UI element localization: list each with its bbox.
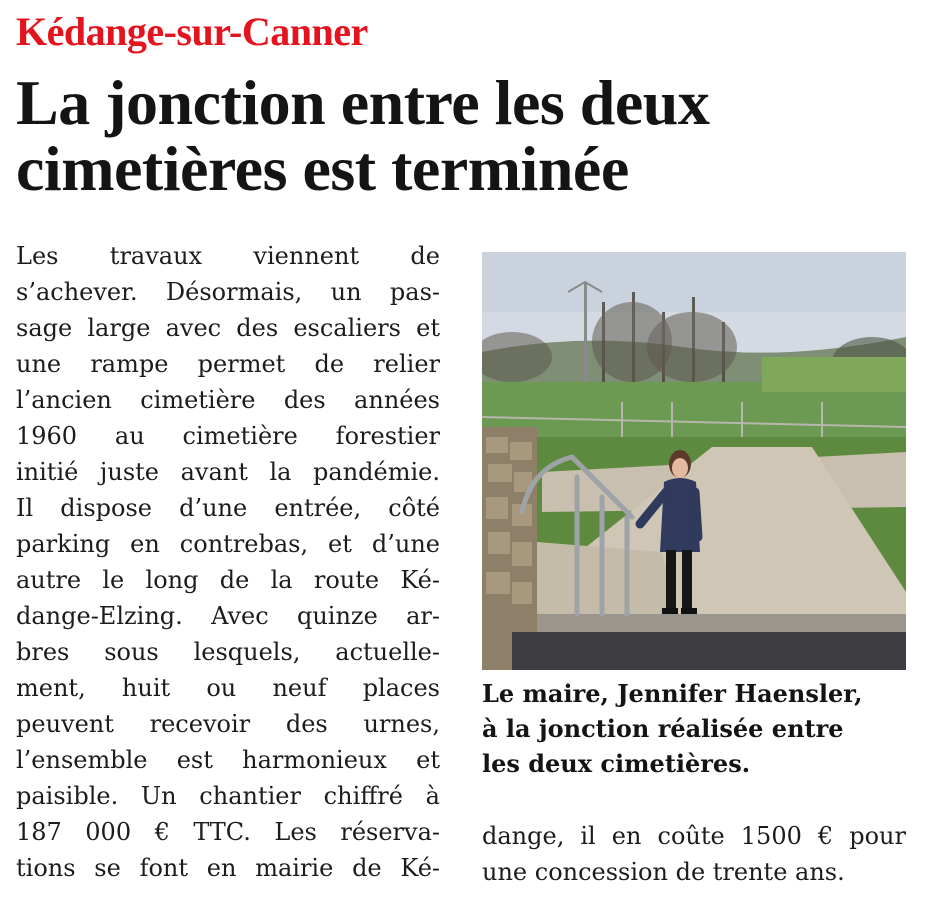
headline-line: cimetières est terminée (16, 133, 629, 204)
section-kicker: Kédange-sur-Canner (16, 9, 368, 54)
caption-line: Le maire, Jennifer Haensler, (482, 679, 863, 708)
body-line: initié juste avant la pandémie. (16, 458, 440, 486)
body-line: s’achever. Désormais, un pas- (16, 278, 440, 306)
article-headline (16, 67, 916, 204)
body-line: bres sous lesquels, actuelle- (16, 638, 440, 666)
body-line: dange, il en coûte 1500 € pour (482, 822, 906, 850)
headline-line: La jonction entre les deux (16, 67, 710, 138)
body-line: autre le long de la route Ké- (16, 566, 440, 594)
body-line: Les travaux viennent de (16, 242, 440, 270)
body-line: parking en contrebas, et d’une (16, 530, 440, 558)
body-line: ment, huit ou neuf places (16, 674, 440, 702)
body-column-right (482, 818, 906, 890)
body-line: 187 000 € TTC. Les réserva- (16, 818, 440, 846)
body-line: Il dispose d’une entrée, côté (16, 494, 440, 522)
body-line: tions se font en mairie de Ké- (16, 854, 440, 882)
body-line: une concession de trente ans. (482, 858, 845, 886)
body-line: 1960 au cimetière forestier (16, 422, 440, 450)
body-line: dange-Elzing. Avec quinze ar- (16, 602, 440, 630)
article-photo (482, 252, 906, 670)
body-column-left (16, 238, 440, 886)
body-line: l’ancien cimetière des années (16, 386, 440, 414)
body-line: peuvent recevoir des urnes, (16, 710, 440, 738)
body-line: une rampe permet de relier (16, 350, 440, 378)
photo-caption (482, 676, 912, 781)
body-line: sage large avec des escaliers et (16, 314, 440, 342)
body-line: paisible. Un chantier chiffré à (16, 782, 440, 810)
caption-line: à la jonction réalisée entre (482, 714, 844, 743)
caption-line: les deux cimetières. (482, 749, 751, 778)
body-line: l’ensemble est harmonieux et (16, 746, 440, 774)
